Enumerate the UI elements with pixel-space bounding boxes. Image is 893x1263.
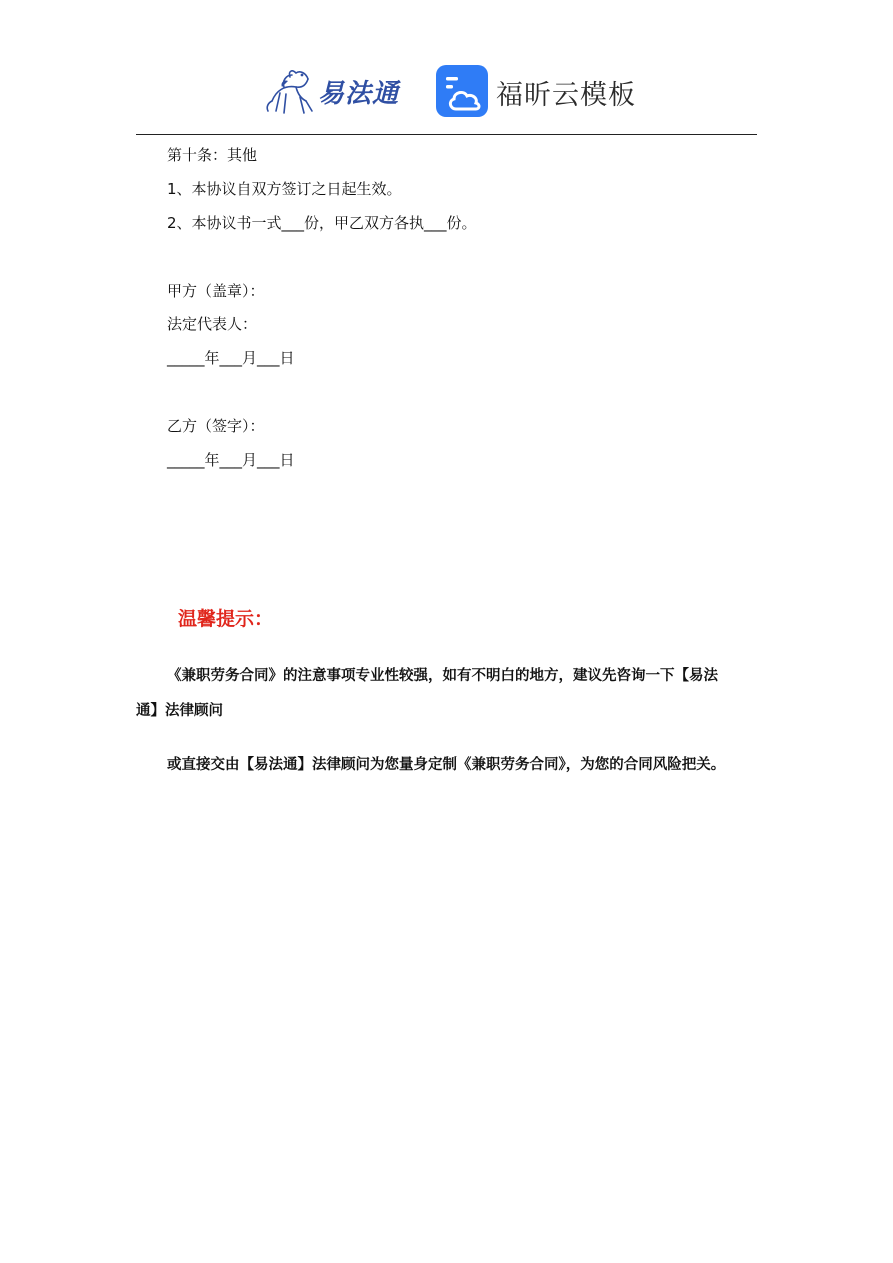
article-item-2: 2、本协议书一式___份，甲乙双方各执___份。 bbox=[167, 214, 477, 232]
party-a-date: _____年___月___日 bbox=[167, 349, 295, 367]
article-title: 第十条：其他 bbox=[167, 146, 258, 164]
tips-paragraph-2: 或直接交由【易法通】法律顾问为您量身定制《兼职劳务合同》，为您的合同风险把关。 bbox=[167, 756, 726, 773]
page-header bbox=[0, 55, 893, 125]
tips-title: 温馨提示： bbox=[178, 608, 274, 630]
party-a-representative-label: 法定代表人： bbox=[167, 315, 258, 333]
tips-paragraph-1-line-1: 《兼职劳务合同》的注意事项专业性较强，如有不明白的地方，建议先咨询一下【易法 bbox=[167, 667, 718, 684]
header-divider bbox=[136, 134, 757, 135]
party-b-label: 乙方（签字）： bbox=[167, 417, 265, 435]
foxit-cloud-icon bbox=[436, 65, 488, 117]
article-item-1: 1、本协议自双方签订之日起生效。 bbox=[167, 180, 402, 198]
foxit-template-logo-text: 福昕云模板 bbox=[496, 80, 636, 111]
tips-paragraph-1-line-2: 通】法律顾问 bbox=[136, 702, 223, 719]
party-a-label: 甲方（盖章）： bbox=[167, 282, 265, 300]
yifatong-logo-text: 易法通 bbox=[318, 79, 400, 109]
party-b-date: _____年___月___日 bbox=[167, 451, 295, 469]
